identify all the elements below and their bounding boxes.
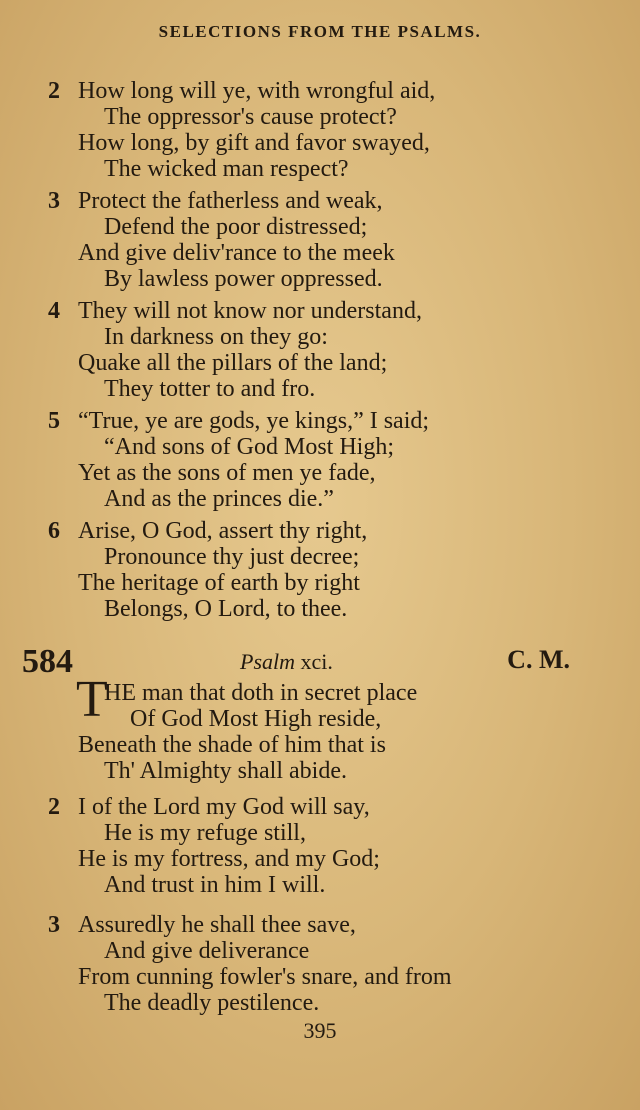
verse-line: From cunning fowler's snare, and from (78, 964, 452, 990)
verse-line: Th' Almighty shall abide. (104, 758, 347, 784)
verse-line: HE man that doth in secret place (104, 680, 418, 706)
verse-line: They will not know nor understand, (78, 298, 422, 324)
verse-line: By lawless power oppressed. (104, 266, 383, 292)
verse-line: Protect the fatherless and weak, (78, 188, 383, 214)
verse-line: Quake all the pillars of the land; (78, 350, 388, 376)
page-number: 395 (303, 1018, 337, 1043)
verse-line: Beneath the shade of him that is (78, 732, 386, 758)
verse-line: Belongs, O Lord, to thee. (104, 596, 348, 622)
verse-line: How long will ye, with wrongful aid, (78, 78, 436, 104)
verse-line: And trust in him I will. (104, 872, 326, 898)
verse-line: The deadly pestilence. (104, 990, 320, 1016)
stanza-6 (48, 518, 618, 622)
verse-line: They totter to and fro. (104, 376, 316, 402)
stanza-4 (48, 298, 618, 402)
verse-line: How long, by gift and favor swayed, (78, 130, 430, 156)
verse-line: I of the Lord my God will say, (78, 794, 370, 820)
verse-line: He is my fortress, and my God; (78, 846, 380, 872)
verse-line: Assuredly he shall thee save, (78, 912, 356, 938)
stanza-2 (48, 78, 618, 182)
verse-line: Defend the poor distressed; (104, 214, 368, 240)
stanza-number: 2 (48, 78, 60, 104)
drop-cap: T (76, 671, 108, 728)
stanza-number: 3 (48, 188, 60, 214)
stanza-number: 3 (48, 912, 60, 938)
verse-line: The oppressor's cause protect? (104, 104, 397, 130)
hymn-meter: C. M. (507, 645, 570, 674)
hymn-stanza-1 (48, 671, 618, 784)
verse-line: And as the princes die.” (104, 486, 334, 512)
verse-line: He is my refuge still, (104, 820, 306, 846)
hymn-stanza-3 (48, 912, 618, 1016)
hymn-stanza-2 (48, 794, 618, 898)
running-header: SELECTIONS FROM THE PSALMS. (158, 22, 482, 41)
psalm-number: xci. (295, 649, 333, 674)
hymn-title (240, 649, 333, 675)
verse-line: “True, ye are gods, ye kings,” I said; (78, 408, 430, 434)
stanza-number: 2 (48, 794, 60, 820)
stanza-number: 6 (48, 518, 60, 544)
verse-line: And give deliverance (104, 938, 310, 964)
stanza-number: 5 (48, 408, 60, 434)
verse-line: Of God Most High reside, (130, 706, 382, 732)
stanza-3 (48, 188, 618, 292)
hymn-number: 584 (22, 643, 73, 680)
stanza-number: 4 (48, 298, 60, 324)
verse-line: In darkness on they go: (104, 324, 328, 350)
stanza-5 (48, 408, 618, 512)
verse-line: Pronounce thy just decree; (104, 544, 360, 570)
verse-line: The heritage of earth by right (78, 570, 360, 596)
verse-line: The wicked man respect? (104, 156, 349, 182)
verse-line: Yet as the sons of men ye fade, (78, 460, 376, 486)
verse-line: “And sons of God Most High; (104, 434, 395, 460)
verse-line: And give deliv'rance to the meek (78, 240, 395, 266)
verse-line: Arise, O God, assert thy right, (78, 518, 368, 544)
psalm-label: Psalm (240, 649, 295, 674)
